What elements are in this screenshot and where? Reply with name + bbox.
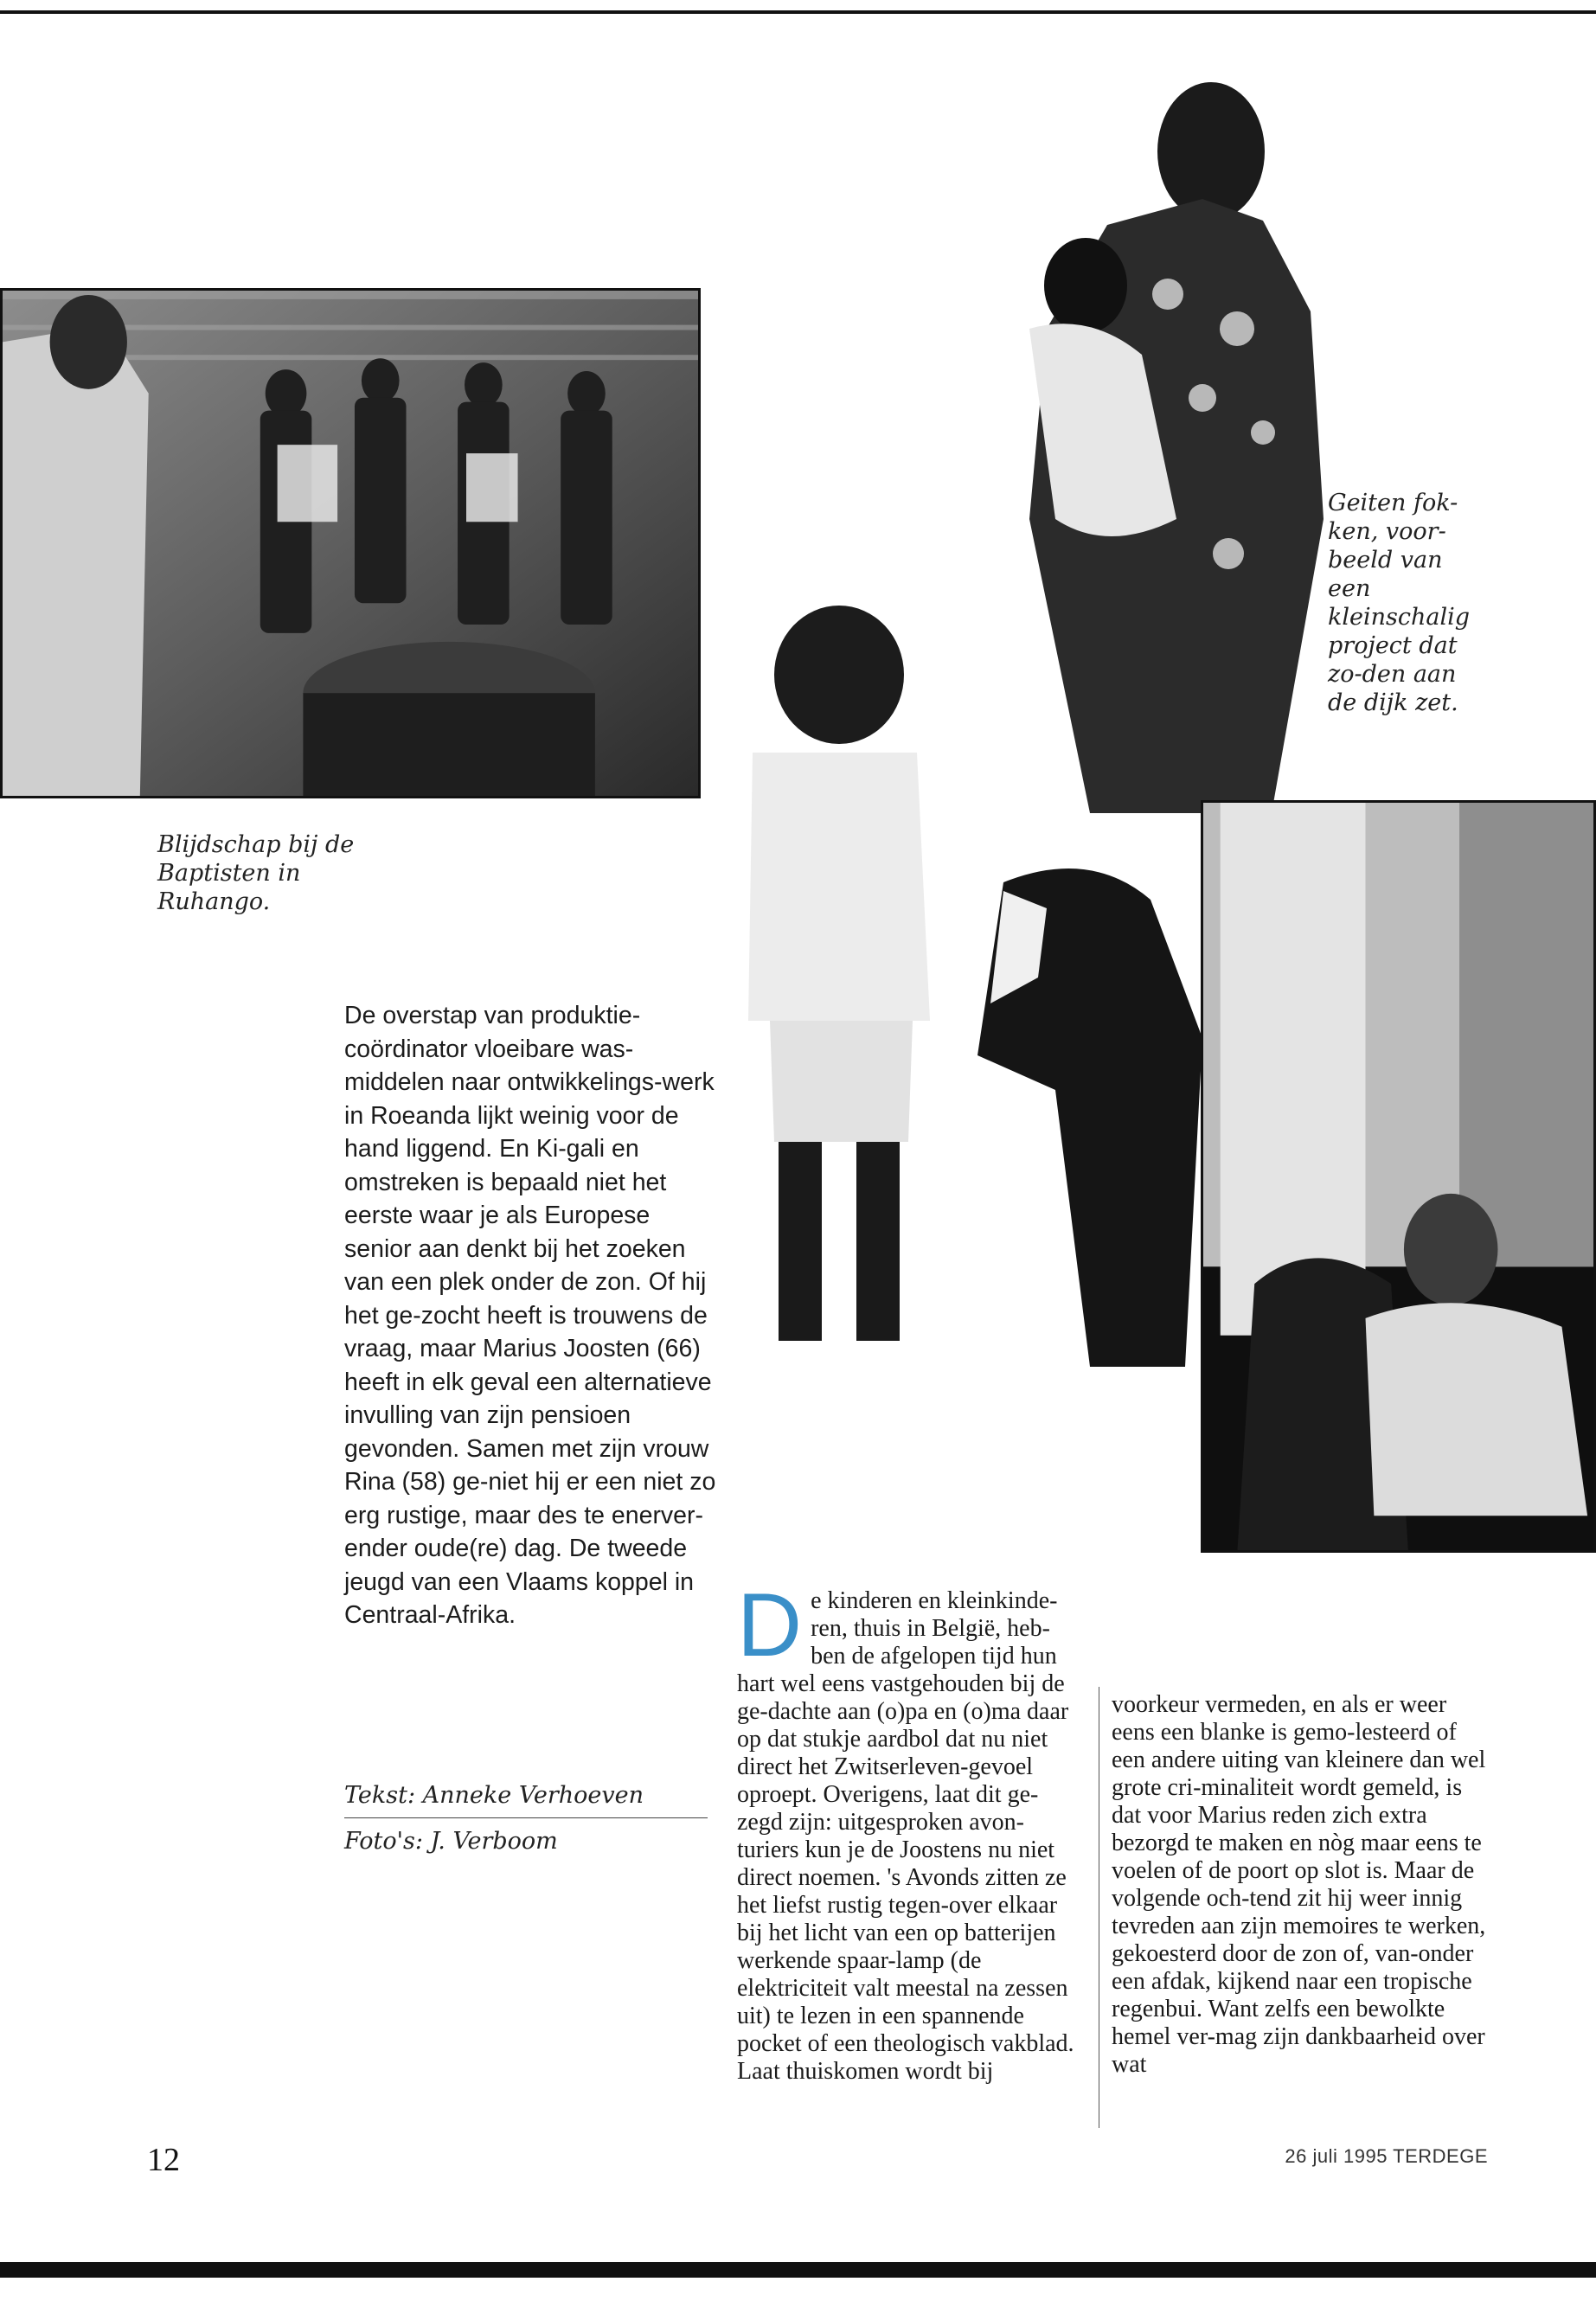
article-column-1 [737,1575,1083,2086]
credit-photos: Foto's: J. Verboom [344,1828,558,1855]
article-column-1-last: Laat thuiskomen wordt bij [737,2058,994,2085]
dropcap: D [737,1575,803,1676]
article-column-2 [1112,1691,1492,2079]
article-column-2-text: voorkeur vermeden, en als er weer eens een blanke is gemo-lesteerd of een andere uiting van kleinere dan wel grote cri-minaliteit wordt gemeld, is dat voor Marius reden zich extra bezorgd te maken en nòg maar eens te voelen of de poort op slot is. Maar de volgende och-tend zit hij weer innig tevreden aan zijn memoires te werken, gekoesterd door de zon of, van-onder een afdak, kijkend naar een tropische regenbui. Want zelfs een bewolkte hemel ver-mag zijn dankbaarheid over wat [1112,1691,1486,2078]
page-number: 12 [147,2142,180,2178]
photo-child-goat-art [718,606,1211,1375]
lead-paragraph-text: De overstap van produktie-coördinator vloeibare was-middelen naar ontwikkelings-werk in Roeanda lijkt weinig voor de hand liggend. En Ki-gali en omstreken is bepaald niet het eerste waar je als Europese senior aan denkt bij het zoeken van een plek onder de zon. Of hij het ge-zocht heeft is trouwens de vraag, maar Marius Joosten (66) heeft in elk geval een alternatieve invulling van zijn pensioen gevonden. Samen met zijn vrouw Rina (58) ge-niet hij er een niet zo erg rustige, maar des te enerver-ender oude(re) dag. De tweede jeugd van een Vlaams koppel in Centraal-Afrika. [344,1002,716,1629]
caption-goats [1328,489,1492,717]
photo-choir [0,288,701,798]
credit-text: Tekst: Anneke Verhoeven [344,1782,644,1809]
lead-paragraph [344,999,716,1632]
caption-baptists [157,830,374,916]
caption-goats-text: Geiten fok-ken, voor-beeld van een kleinschalig project dat zo-den aan de dijk zet. [1328,490,1471,716]
credits [344,1778,708,1860]
photo-man-chair-art [1203,803,1593,1550]
bottom-rule [0,2262,1596,2278]
issue-footer: 26 juli 1995 TERDEGE [1285,2145,1488,2167]
article-column-1-text: e kinderen en kleinkinde-ren, thuis in België, heb-ben de afgelopen tijd hun hart wel eens vastgehouden bij de ge-dachte aan (o)pa en (o)ma daar op dat stukje aardbol dat nu niet direct het Zwitserleven-gevoel oproept. Overigens, laat dit ge-zegd zijn: uitgesproken avon-turiers kun je de Joostens nu niet direct noemen. 's Avonds zitten ze het liefst rustig tegen-over elkaar bij het licht van een op batterijen werkende spaar-lamp (de elektriciteit valt meestal na zessen uit) te lezen in een spannende pocket of een theologisch vakblad. [737,1587,1074,2057]
photo-choir-art [3,291,698,796]
photo-man-chair [1201,800,1596,1553]
top-rule [0,10,1596,14]
caption-baptists-text: Blijdschap bij de Baptisten in Ruhango. [157,831,355,915]
photo-child-goat [718,606,1211,1375]
credit-divider [344,1817,708,1818]
